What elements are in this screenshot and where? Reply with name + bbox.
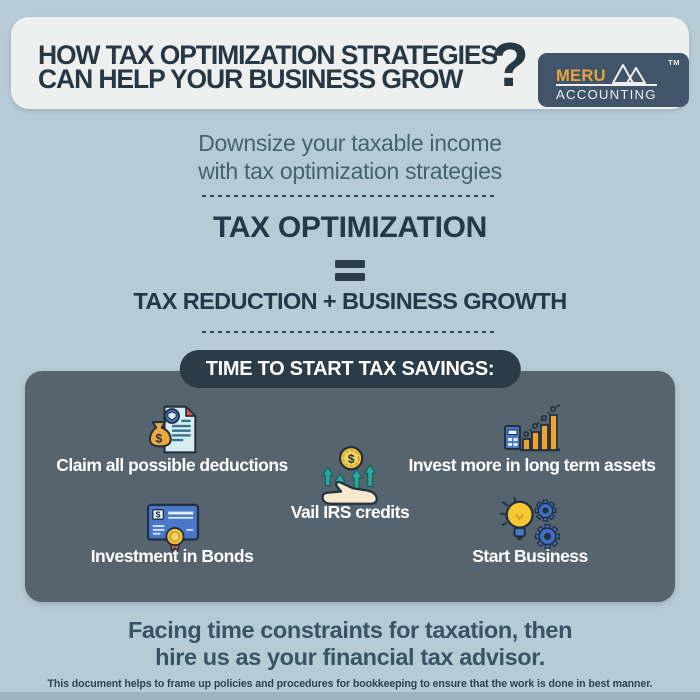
logo-brand-subtitle: ACCOUNTING [556, 87, 657, 102]
dashed-divider-bottom [202, 331, 498, 333]
idea-bulb-gears-icon [500, 497, 562, 551]
hand-coin-arrows-icon [318, 446, 382, 506]
dashed-divider-top [202, 195, 498, 197]
page-title-line1: HOW TAX OPTIMIZATION STRATEGIES [38, 40, 498, 70]
intro-line2: with tax optimization strategies [198, 158, 502, 184]
logo-brand-name: MERU [556, 66, 606, 85]
savings-item-label: Start Business [472, 546, 588, 566]
meru-accounting-logo [538, 53, 689, 107]
disclaimer-text: This document helps to frame up policies and procedures for bookkeeping to ensure that the work is done in best manner. [47, 678, 653, 690]
question-mark: ? [491, 31, 529, 100]
trademark-label: TM [668, 58, 680, 67]
savings-item-label: Vail IRS credits [290, 502, 410, 522]
svg-text:$: $ [155, 431, 163, 446]
bottom-strip [0, 692, 700, 700]
footer-line1: Facing time constraints for taxation, then [127, 617, 573, 643]
deductions-document-moneybag-icon [144, 403, 200, 457]
savings-item-label: Invest more in long term assets [408, 455, 656, 475]
savings-banner: TIME TO START TAX SAVINGS: [180, 350, 521, 388]
footer-message [0, 617, 700, 670]
mountain-icon [611, 62, 649, 84]
page-title-line2: CAN HELP YOUR BUSINESS GROW [38, 64, 463, 94]
page-title [38, 40, 498, 94]
logo-divider [556, 84, 657, 86]
equals-sign [335, 255, 365, 286]
footer-line2: hire us as your financial tax advisor. [155, 643, 545, 670]
growth-chart-calculator-icon [503, 401, 563, 453]
intro-text [0, 129, 700, 185]
equation-result: TAX REDUCTION + BUSINESS GROWTH [133, 288, 567, 314]
intro-line1: Downsize your taxable income [198, 130, 502, 156]
savings-item-label: Investment in Bonds [90, 546, 254, 566]
savings-item-label: Claim all possible deductions [56, 455, 288, 475]
svg-text:$: $ [347, 452, 355, 467]
svg-text:$: $ [155, 509, 161, 520]
equation-heading: TAX OPTIMIZATION [212, 211, 488, 244]
bond-certificate-icon [144, 502, 202, 552]
header-bar [11, 17, 689, 109]
